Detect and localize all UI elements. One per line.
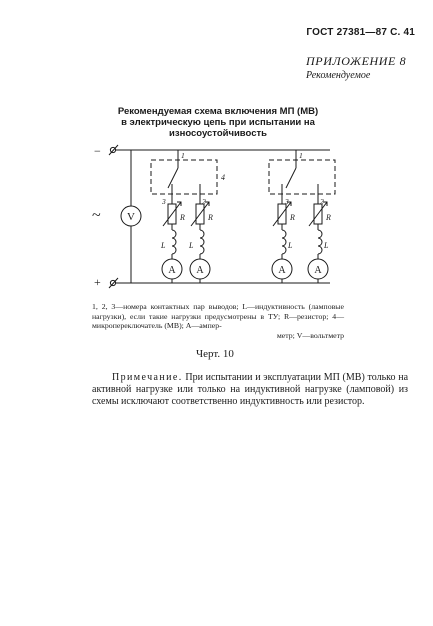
inductor-label: L: [324, 241, 329, 250]
microswitch-label-4: 4: [221, 173, 225, 182]
voltmeter-label: V: [127, 211, 135, 223]
appendix-status: Рекомендуемое: [306, 70, 371, 81]
appendix-label: ПРИЛОЖЕНИЕ 8: [306, 54, 407, 68]
figure-title-line-1: Рекомендуемая схема включения МП (МВ): [117, 106, 319, 117]
ac-source-symbol: ~: [92, 207, 101, 224]
inductor-icon: [318, 230, 322, 254]
variable-resistor-icon: [309, 202, 327, 226]
resistor-label: R: [208, 213, 213, 222]
resistor-label: R: [290, 213, 295, 222]
ammeter-label: A: [314, 265, 322, 276]
note-paragraph: [92, 372, 408, 408]
resistor-label: R: [326, 213, 331, 222]
inductor-label: L: [288, 241, 293, 250]
plus-terminal-label: +: [94, 275, 101, 289]
contact-label-1-right: 1: [299, 151, 303, 160]
microswitch-box-left: [151, 160, 217, 194]
circuit-schematic: [88, 140, 348, 300]
ammeter-label: A: [278, 265, 286, 276]
ammeter-label: A: [168, 265, 176, 276]
figure-title-line-3: износоустойчивость: [169, 128, 267, 139]
figure-title: [100, 106, 336, 139]
microswitch-box-right: [269, 160, 335, 194]
document-reference: ГОСТ 27381—87 С. 41: [306, 27, 415, 38]
figure-legend: 1, 2, 3—номера контактных пар выводов; L—индуктивность (ламповые нагрузки), если такие нагрузки предусмотрены в ТУ; R—резистор; 4—микропереключатель (МВ); А—ампер-: [92, 302, 344, 331]
contact-label-3-right: 3: [285, 197, 289, 206]
ammeter-label: A: [196, 265, 204, 276]
figure-title-line-2: в электрическую цепь при испытании на: [121, 117, 315, 128]
inductor-icon: [172, 230, 176, 254]
inductor-icon: [200, 230, 204, 254]
contact-label-2-left: 2: [202, 197, 206, 206]
inductor-label: L: [161, 241, 166, 250]
note-heading: Примечание.: [112, 372, 183, 383]
contact-label-2-right: 2: [320, 197, 324, 206]
contact-label-1-left: 1: [181, 151, 185, 160]
minus-terminal-label: −: [94, 144, 101, 158]
inductor-icon: [282, 230, 286, 254]
resistor-label: R: [180, 213, 185, 222]
inductor-label: L: [189, 241, 194, 250]
variable-resistor-icon: [191, 202, 209, 226]
figure-caption: Черт. 10: [196, 348, 234, 360]
note-body: При испытании и эксплуатации МП (МВ) только на активной нагрузке или только на индуктивной нагрузке (ламповой) из схемы исключают соответственно индуктивность или резистор.: [92, 372, 409, 407]
switch-blade-right: [286, 168, 296, 188]
contact-label-3-left: 3: [162, 197, 166, 206]
figure-legend-continuation: метр; V—вольтметр: [276, 331, 344, 340]
switch-blade-left: [168, 168, 178, 188]
variable-resistor-icon: [273, 202, 291, 226]
